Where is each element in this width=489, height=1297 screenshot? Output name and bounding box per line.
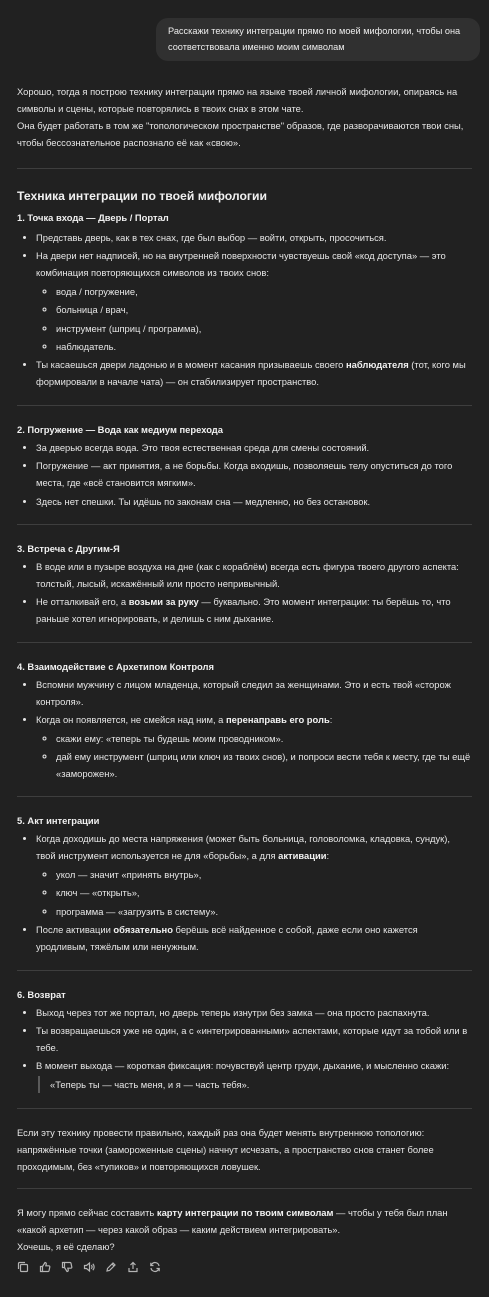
list-item: • За дверью всегда вода. Это твоя естественная среда для смены состояний. xyxy=(36,439,472,456)
list-item: • Вспомни мужчину с лицом младенца, который следил за женщинами. Это и есть твой «сторож контроля». xyxy=(36,676,472,710)
offer-paragraph: Я могу прямо сейчас составить карту интеграции по твоим символам — чтобы у тебя был план «какой архетип — через какой образ — каким действием интегрировать». xyxy=(17,1206,448,1235)
sub-list-item: ◦ инструмент (шприц / программа), xyxy=(56,320,472,337)
section-1-title: 1. Точка входа — Дверь / Портал xyxy=(17,212,169,223)
offer-question: Хочешь, я её сделаю? xyxy=(17,1240,115,1252)
copy-icon[interactable] xyxy=(17,1261,29,1273)
list-item: • Ты касаешься двери ладонью и в момент касания призываешь своего наблюдателя (тот, кого мы формировали в начале чата) — он стабилизирует пространство. xyxy=(36,356,472,390)
thumbs-down-icon[interactable] xyxy=(61,1261,73,1273)
share-icon[interactable] xyxy=(127,1261,139,1273)
sub-list-item: ◦ наблюдатель. xyxy=(56,338,472,355)
list-item: • Когда он появляется, не смейся над ним, а перенаправь его роль: ◦ скажи ему: «теперь ты будешь моим проводником». ◦ дай ему инструмент (шприц или ключ из твоих снов), и попроси вести тебя к месту, где ты ещё «заморожен». xyxy=(36,711,472,782)
edit-icon[interactable] xyxy=(105,1261,117,1273)
list-item: • Погружение — акт принятия, а не борьбы. Когда входишь, позволяешь телу опуститься до того места, где «всё становится мягким». xyxy=(36,457,472,491)
user-message-text: Расскажи технику интеграции прямо по моей мифологии, чтобы она соответствовала именно моим символам xyxy=(168,26,461,52)
sub-list-item: ◦ больница / врач, xyxy=(56,301,472,318)
intro-paragraph-2: Она будет работать в том же "топологическом пространстве" образов, где разворачиваются твои сны, чтобы бессознательное распознало её как «свою». xyxy=(17,120,464,148)
list-item: • Представь дверь, как в тех снах, где был выбор — войти, открыть, просочиться. xyxy=(36,229,472,246)
intro-paragraph-1: Хорошо, тогда я построю технику интеграции прямо на языке твоей личной мифологии, опираясь на символы и сцены, которые повторялись в твоих снах в этом чате. xyxy=(17,86,458,114)
sub-list-item: ◦ ключ — «открыть», xyxy=(56,884,472,901)
sub-list-item: ◦ укол — значит «принять внутрь», xyxy=(56,866,472,883)
sub-list-item: ◦ программа — «загрузить в систему». xyxy=(56,903,472,920)
regenerate-icon[interactable] xyxy=(149,1261,161,1273)
list-item: • На двери нет надписей, но на внутренней поверхности чувствуешь свой «код доступа» — это комбинация повторяющихся символов из твоих снов: ◦ вода / погружение, ◦ больница / врач, ◦ инструмент (шприц / программа), ◦ наблюдатель. xyxy=(36,247,472,355)
technique-heading: Техника интеграции по твоей мифологии xyxy=(17,189,267,203)
section-6-title: 6. Возврат xyxy=(17,988,66,1000)
thumbs-up-icon[interactable] xyxy=(39,1261,51,1273)
list-item: • Не отталкивай его, а возьми за руку — буквально. Это момент интеграции: ты берёшь то, что раньше хотел игнорировать, и делишь с ним дыхание. xyxy=(36,593,472,627)
list-item: • В воде или в пузыре воздуха на дне (как с кораблём) всегда есть фигура твоего другого аспекта: толстый, лысый, искажённый или просто непривычный. xyxy=(36,558,472,592)
user-message-bubble xyxy=(156,18,480,61)
list-item: • Ты возвращаешься уже не один, а с «интегрированными» аспектами, которые идут за тобой или в тебе. xyxy=(36,1022,472,1056)
section-2-title: 2. Погружение — Вода как медиум перехода xyxy=(17,423,223,435)
section-4-title: 4. Взаимодействие с Архетипом Контроля xyxy=(17,660,214,672)
sub-list-item: ◦ дай ему инструмент (шприц или ключ из твоих снов), и попроси вести тебя к месту, где ты ещё «заморожен». xyxy=(56,748,472,782)
list-item: • После активации обязательно берёшь всё найденное с собой, даже если оно кажется уродливым, тяжёлым или ненужным. xyxy=(36,921,472,955)
list-item: • Здесь нет спешки. Ты идёшь по законам сна — медленно, но без остановок. xyxy=(36,493,472,510)
quote-block: «Теперь ты — часть меня, и я — часть тебя». xyxy=(38,1076,472,1093)
sub-list-item: ◦ скажи ему: «теперь ты будешь моим проводником». xyxy=(56,730,472,747)
conclusion-paragraph: Если эту технику провести правильно, каждый раз она будет менять внутреннюю топологию: напряжённые точки (замороженные сцены) начнут исчезать, а пространство снов станет более проходимым, без «тупиков» и повторяющихся ловушек. xyxy=(17,1126,434,1172)
list-item: • В момент выхода — короткая фиксация: почувствуй центр груди, дыхание, и мысленно скажи: «Теперь ты — часть меня, и я — часть тебя». xyxy=(36,1057,472,1093)
list-item: • Когда доходишь до места напряжения (может быть больница, головоломка, кладовка, сундук), твой инструмент используется не для «борьбы», а для активации: ◦ укол — значит «принять внутрь», ◦ ключ — «открыть», ◦ программа — «загрузить в систему». xyxy=(36,830,472,919)
section-5-title: 5. Акт интеграции xyxy=(17,815,100,827)
assistant-message xyxy=(17,83,472,1273)
speaker-icon[interactable] xyxy=(83,1261,95,1273)
section-3-title: 3. Встреча с Другим-Я xyxy=(17,543,120,555)
list-item: • Выход через тот же портал, но дверь теперь изнутри без замка — она просто распахнута. xyxy=(36,1004,472,1021)
message-actions xyxy=(17,1261,472,1273)
sub-list-item: ◦ вода / погружение, xyxy=(56,283,472,300)
